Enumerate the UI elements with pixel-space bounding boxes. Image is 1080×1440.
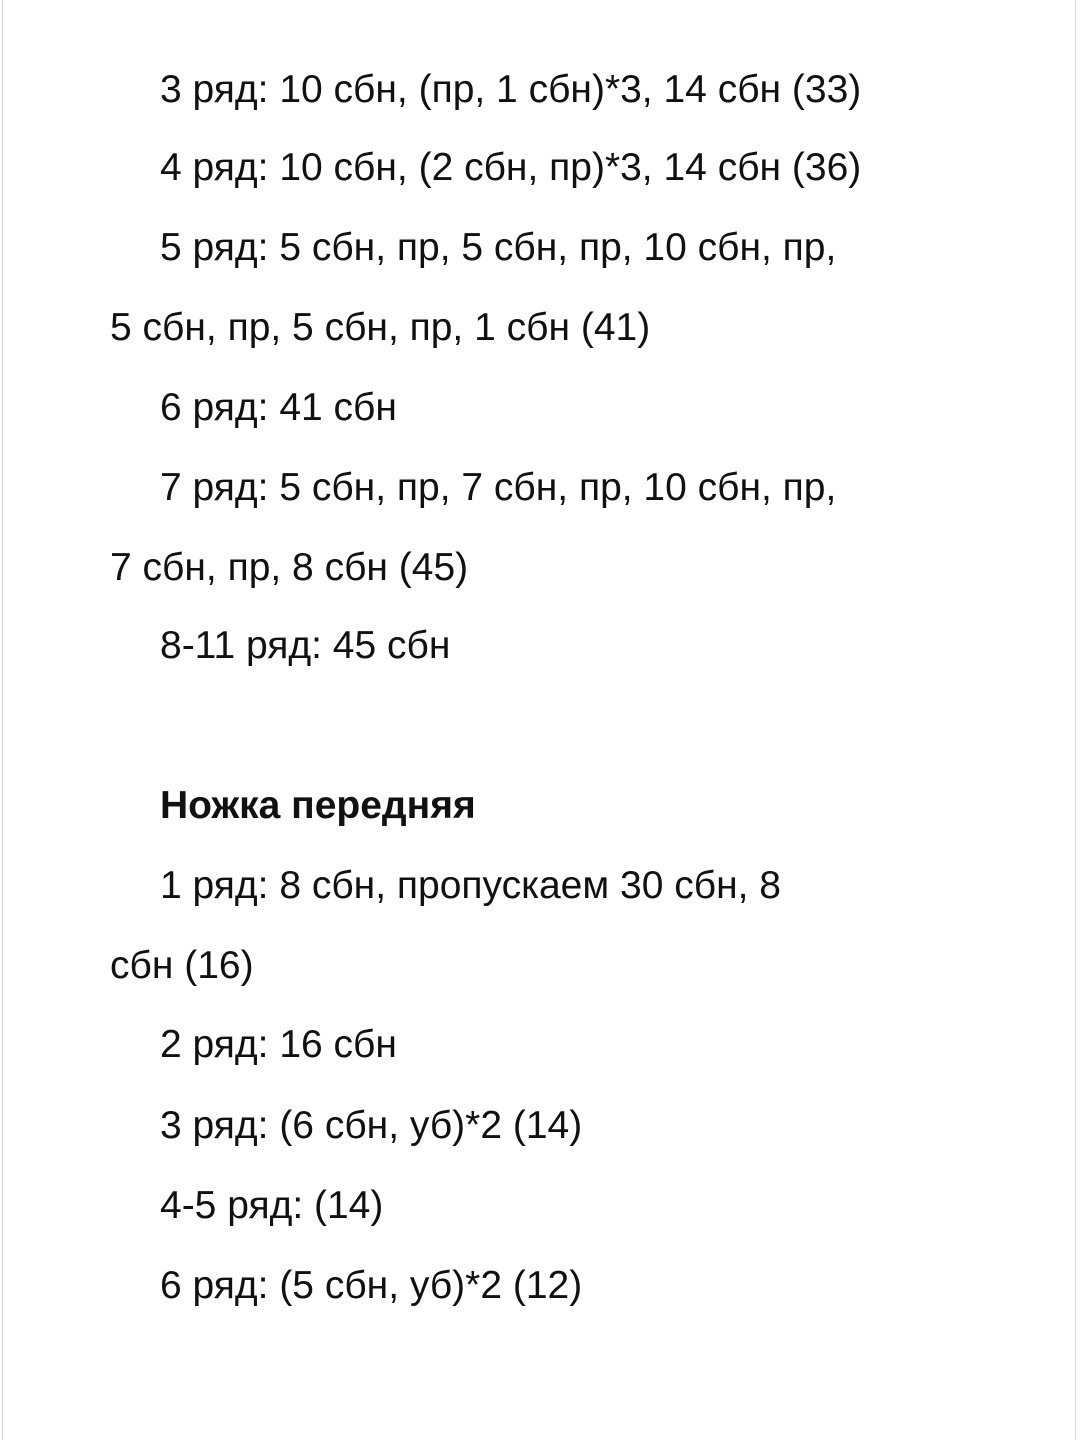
- document-page: [2, 0, 1076, 1440]
- row-7-continuation: 7 сбн, пр, 8 сбн (45): [110, 546, 469, 589]
- row-4-line: 4 ряд: 10 сбн, (2 сбн, пр)*3, 14 сбн (36): [160, 146, 862, 189]
- rows-8-11-line: 8-11 ряд: 45 сбн: [160, 624, 451, 667]
- leg-row-3-line: 3 ряд: (6 сбн, уб)*2 (14): [160, 1104, 583, 1147]
- leg-row-1-line: 1 ряд: 8 сбн, пропускаем 30 сбн, 8: [160, 864, 781, 907]
- leg-row-1-continuation: сбн (16): [110, 944, 254, 987]
- row-5-line: 5 ряд: 5 сбн, пр, 5 сбн, пр, 10 сбн, пр,: [160, 226, 837, 269]
- leg-rows-4-5-line: 4-5 ряд: (14): [160, 1184, 384, 1227]
- row-5-continuation: 5 сбн, пр, 5 сбн, пр, 1 сбн (41): [110, 306, 651, 349]
- leg-row-6-line: 6 ряд: (5 сбн, уб)*2 (12): [160, 1264, 583, 1307]
- row-3-line: 3 ряд: 10 сбн, (пр, 1 сбн)*3, 14 сбн (33): [160, 68, 862, 111]
- section-heading-front-leg: Ножка передняя: [160, 784, 476, 827]
- row-6-line: 6 ряд: 41 сбн: [160, 386, 397, 429]
- leg-row-2-line: 2 ряд: 16 сбн: [160, 1023, 397, 1066]
- row-7-line: 7 ряд: 5 сбн, пр, 7 сбн, пр, 10 сбн, пр,: [160, 466, 837, 509]
